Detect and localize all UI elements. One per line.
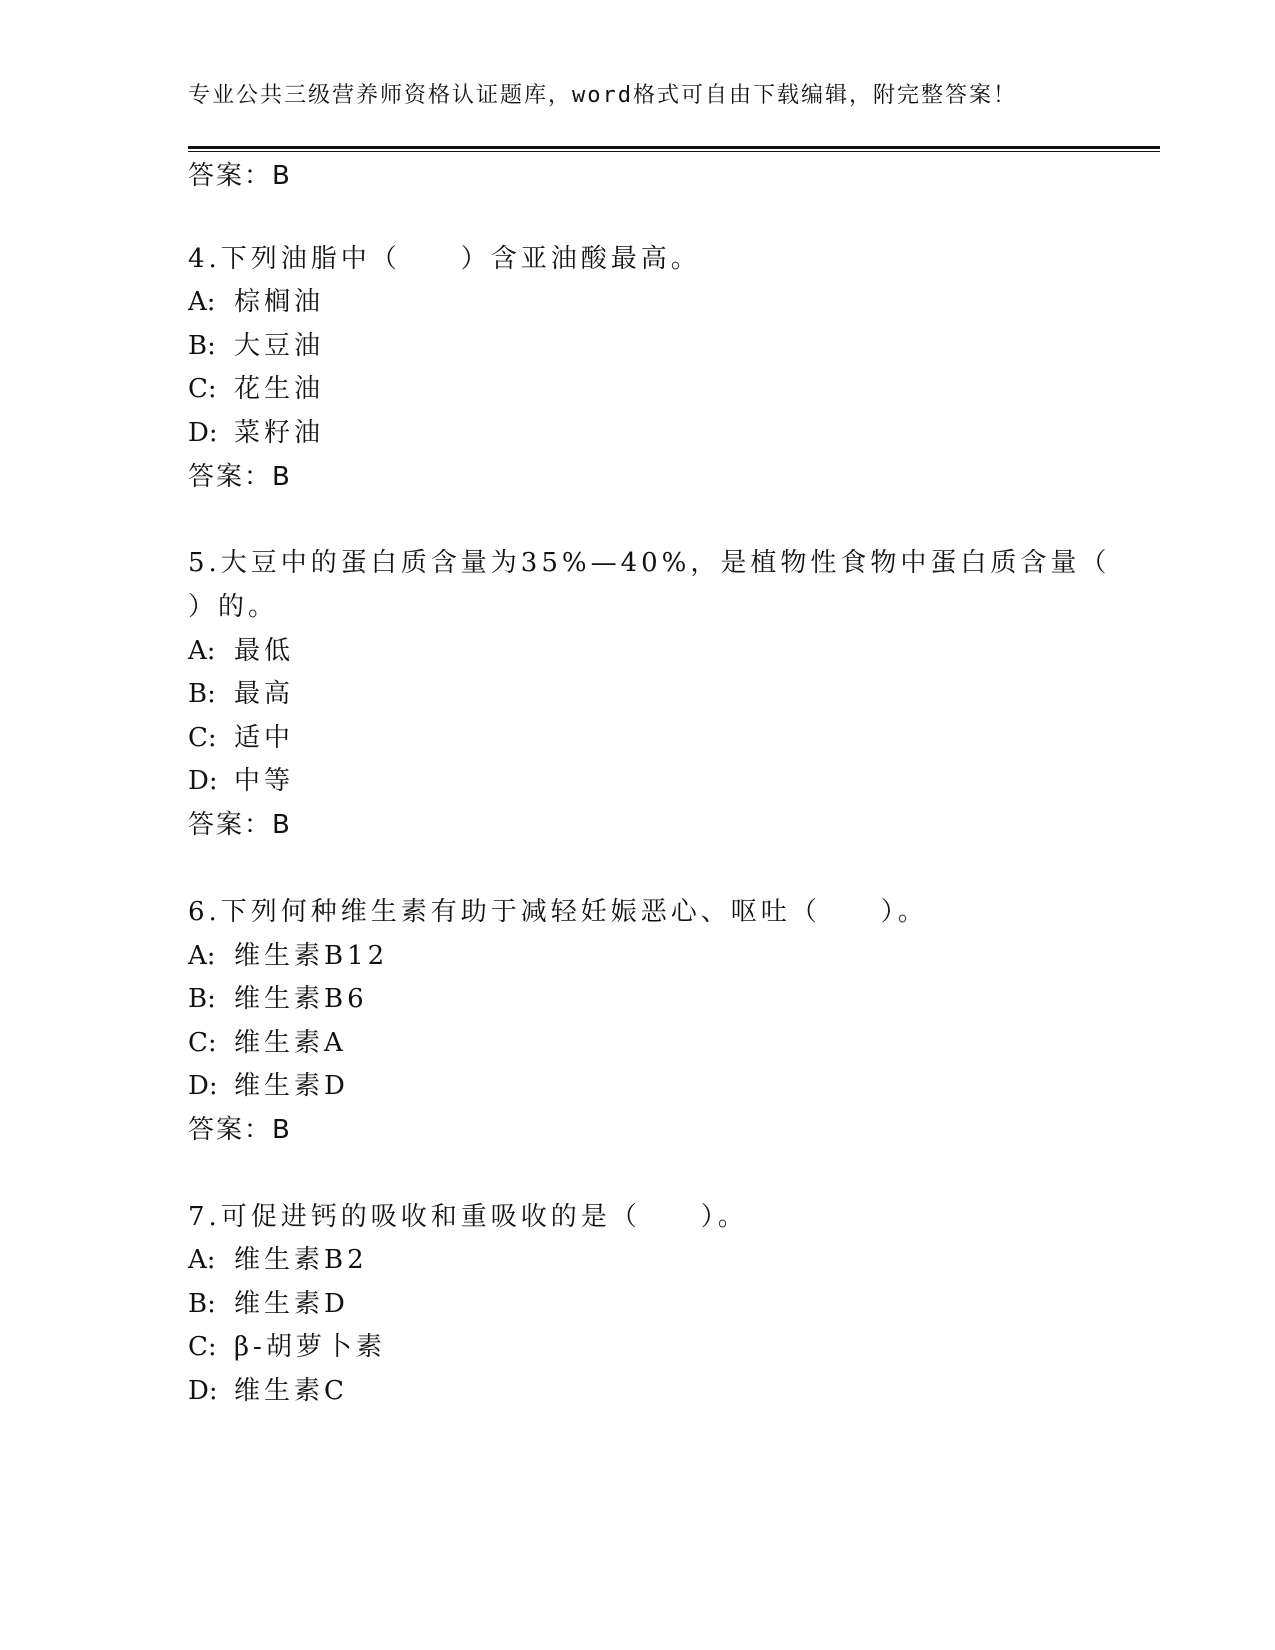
option-item bbox=[188, 678, 294, 710]
option-item bbox=[188, 1331, 386, 1363]
header-rule-thick bbox=[188, 146, 1160, 149]
option-item bbox=[188, 722, 294, 754]
question-stem: 5.大豆中的蛋白质含量为35%—40%，是植物性食物中蛋白质含量（ bbox=[188, 548, 1111, 578]
question-stem: 4.下列油脂中（ ）含亚油酸最高。 bbox=[188, 244, 701, 274]
option-letter: C: bbox=[188, 723, 217, 753]
answer-line: 答案：B bbox=[188, 1115, 292, 1145]
option-item bbox=[188, 330, 324, 362]
option-text: 维生素D bbox=[234, 1289, 349, 1319]
option-item bbox=[188, 940, 388, 972]
option-text: 大豆油 bbox=[234, 331, 325, 361]
option-text: 维生素B2 bbox=[234, 1245, 368, 1275]
option-item bbox=[188, 765, 294, 797]
option-letter: A: bbox=[188, 636, 216, 666]
option-letter: B: bbox=[188, 984, 216, 1014]
option-letter: C: bbox=[188, 1332, 217, 1362]
question-stem-continued: ）的。 bbox=[188, 592, 279, 622]
option-letter: B: bbox=[188, 1289, 216, 1319]
option-text: 中等 bbox=[234, 766, 295, 796]
question-stem: 6.下列何种维生素有助于减轻妊娠恶心、呕吐（ ）。 bbox=[188, 897, 928, 927]
option-letter: B: bbox=[188, 331, 216, 361]
option-letter: D: bbox=[188, 1071, 218, 1101]
option-letter: C: bbox=[188, 374, 217, 404]
option-letter: B: bbox=[188, 679, 216, 709]
option-item bbox=[188, 635, 294, 667]
option-text: β-胡萝卜素 bbox=[234, 1332, 386, 1362]
option-text: 花生油 bbox=[234, 374, 325, 404]
option-letter: C: bbox=[188, 1028, 217, 1058]
page-header: 专业公共三级营养师资格认证题库，word格式可自由下载编辑，附完整答案！ bbox=[188, 83, 1017, 108]
option-text: 菜籽油 bbox=[234, 418, 325, 448]
option-item bbox=[188, 373, 324, 405]
option-text: 维生素B12 bbox=[234, 941, 389, 971]
header-rule-thin bbox=[188, 151, 1160, 152]
option-text: 维生素B6 bbox=[234, 984, 368, 1014]
option-letter: A: bbox=[188, 1245, 216, 1275]
option-item bbox=[188, 1375, 348, 1407]
option-text: 棕榈油 bbox=[234, 287, 325, 317]
option-letter: D: bbox=[188, 766, 218, 796]
option-letter: A: bbox=[188, 287, 216, 317]
option-text: 维生素A bbox=[234, 1028, 347, 1058]
answer-line: 答案：B bbox=[188, 810, 292, 840]
answer-line: 答案：B bbox=[188, 462, 292, 492]
option-item bbox=[188, 983, 368, 1015]
option-item bbox=[188, 1070, 349, 1102]
answer-line: 答案：B bbox=[188, 161, 292, 191]
option-letter: D: bbox=[188, 418, 218, 448]
option-text: 最高 bbox=[234, 679, 295, 709]
option-item bbox=[188, 1244, 368, 1276]
option-item bbox=[188, 286, 324, 318]
option-item bbox=[188, 1027, 347, 1059]
option-text: 适中 bbox=[234, 723, 295, 753]
option-text: 维生素D bbox=[234, 1071, 349, 1101]
option-letter: A: bbox=[188, 941, 216, 971]
question-stem: 7.可促进钙的吸收和重吸收的是（ ）。 bbox=[188, 1202, 748, 1232]
option-item bbox=[188, 1288, 349, 1320]
option-text: 维生素C bbox=[234, 1376, 348, 1406]
option-letter: D: bbox=[188, 1376, 218, 1406]
option-text: 最低 bbox=[234, 636, 295, 666]
option-item bbox=[188, 417, 324, 449]
